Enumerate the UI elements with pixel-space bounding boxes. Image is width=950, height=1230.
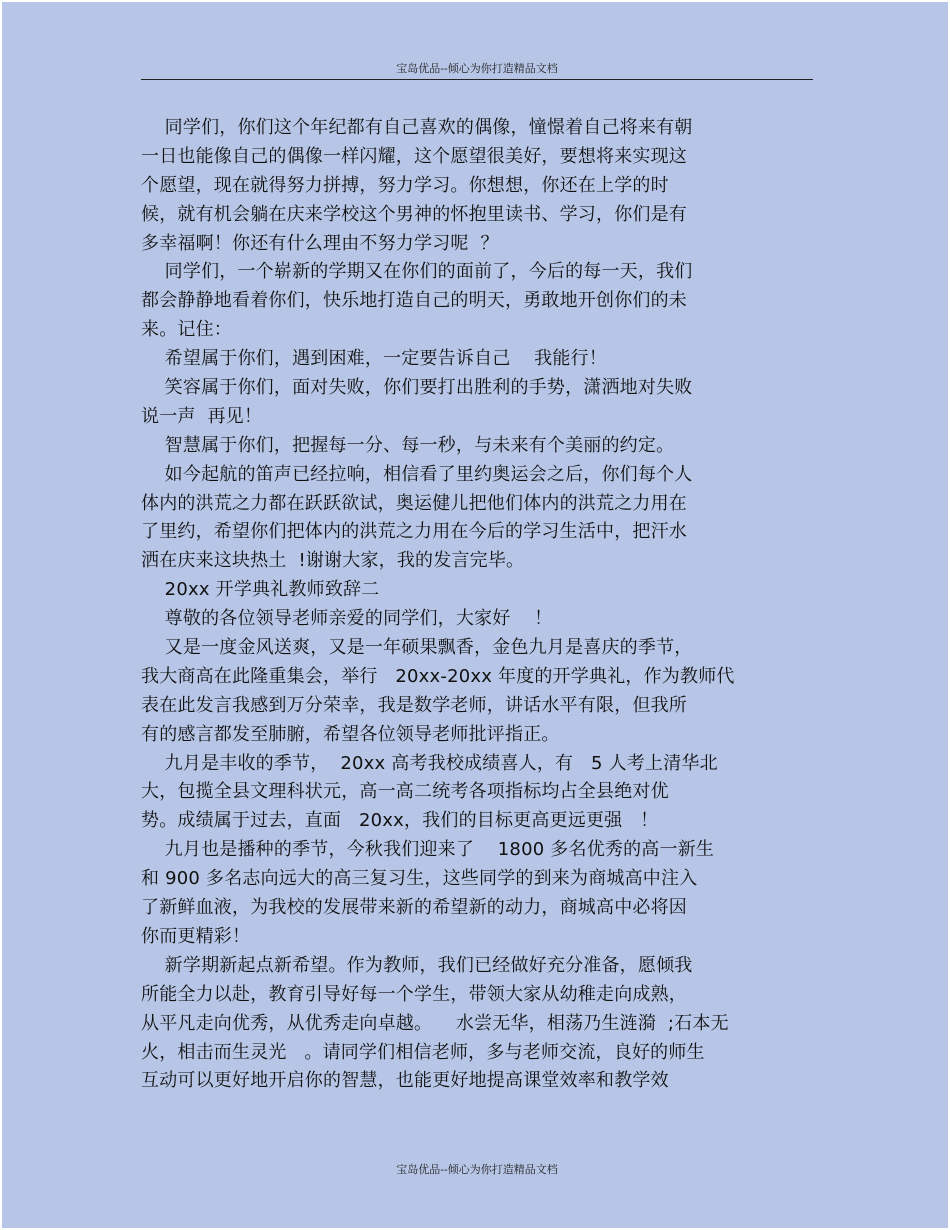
text-line: 所能全力以赴，教育引导好每一个学生，带领大家从幼稚走向成熟， — [141, 983, 687, 1005]
text-line: 同学们，你们这个年纪都有自己喜欢的偶像，憧憬着自己将来有朝 — [141, 117, 693, 138]
text-line: 你而更精彩！ — [141, 925, 251, 947]
text-line: 洒在庆来这块热土 !谢谢大家，我的发言完毕。 — [141, 550, 525, 572]
text-line: 了里约，希望你们把体内的洪荒之力用在今后的学习生活中，把汗水 — [141, 521, 687, 543]
text-line: 又是一度金风送爽，又是一年硕果飘香，金色九月是喜庆的季节， — [141, 637, 693, 659]
text-line: 希望属于你们，遇到困难，一定要告诉自己 我能行！ — [141, 348, 607, 370]
body-text — [141, 114, 813, 1096]
text-line: 九月也是播种的季节，今秋我们迎来了 1800 多名优秀的高一新生 — [141, 839, 715, 861]
text-line: 个愿望，现在就得努力拼搏，努力学习。你想想，你还在上学的时 — [141, 174, 669, 196]
text-line: 互动可以更好地开启你的智慧，也能更好地提高课堂效率和教学效 — [141, 1070, 669, 1092]
text-line: 有的感言都发至肺腑，希望各位领导老师批评指正。 — [141, 723, 560, 745]
section-title: 20xx 开学典礼教师致辞二 — [141, 579, 380, 601]
text-line: 火，相击而生灵光 。请同学们相信老师，多与老师交流，良好的师生 — [141, 1041, 705, 1063]
text-line: 都会静静地看着你们，快乐地打造自己的明天，勇敢地开创你们的未 — [141, 290, 687, 312]
text-line: 一日也能像自己的偶像一样闪耀，这个愿望很美好，要想将来实现这 — [141, 145, 687, 167]
text-line: 九月是丰收的季节， 20xx 高考我校成绩喜人，有 5 人考上清华北 — [141, 752, 718, 774]
page-header: 宝岛优品--倾心为你打造精品文档 — [396, 62, 558, 75]
text-line: 体内的洪荒之力都在跃跃欲试，奥运健儿把他们体内的洪荒之力用在 — [141, 492, 687, 514]
text-line: 和 900 多名志向远大的高三复习生，这些同学的到来为商城高中注入 — [141, 868, 698, 890]
text-line: 笑容属于你们，面对失败，你们要打出胜利的手势，潇洒地对失败 — [141, 377, 693, 399]
text-line: 同学们，一个崭新的学期又在你们的面前了，今后的每一天，我们 — [141, 261, 693, 283]
text-line: 尊敬的各位领导老师亲爱的同学们，大家好 ！ — [141, 608, 553, 630]
text-line: 候，就有机会躺在庆来学校这个男神的怀抱里读书、学习，你们是有 — [141, 203, 687, 225]
header-rule — [141, 79, 813, 80]
text-line: 多幸福啊！你还有什么理由不努力学习呢 ？ — [141, 232, 499, 254]
page-footer: 宝岛优品--倾心为你打造精品文档 — [396, 1163, 558, 1176]
text-line: 来。记住： — [141, 319, 232, 341]
text-line: 了新鲜血液，为我校的发展带来新的希望新的动力，商城高中必将因 — [141, 897, 687, 919]
text-line: 如今起航的笛声已经拉响，相信看了里约奥运会之后，你们每个人 — [141, 463, 693, 485]
text-line: 大，包揽全县文理科状元，高一高二统考各项指标均占全县绝对优 — [141, 781, 669, 803]
text-line: 我大商高在此隆重集会，举行 20xx-20xx 年度的开学典礼，作为教师代 — [141, 665, 735, 687]
text-line: 说一声 再见！ — [141, 405, 263, 427]
text-line: 表在此发言我感到万分荣幸，我是数学老师，讲话水平有限，但我所 — [141, 694, 687, 716]
text-line: 新学期新起点新希望。作为教师，我们已经做好充分准备，愿倾我 — [141, 954, 693, 976]
text-line: 从平凡走向优秀，从优秀走向卓越。 水尝无华，相荡乃生涟漪 ;石本无 — [141, 1012, 729, 1034]
text-line: 势。成绩属于过去，直面 20xx，我们的目标更高更远更强 ！ — [141, 810, 659, 832]
text-line: 智慧属于你们，把握每一分、每一秒，与未来有个美丽的约定。 — [141, 434, 675, 456]
